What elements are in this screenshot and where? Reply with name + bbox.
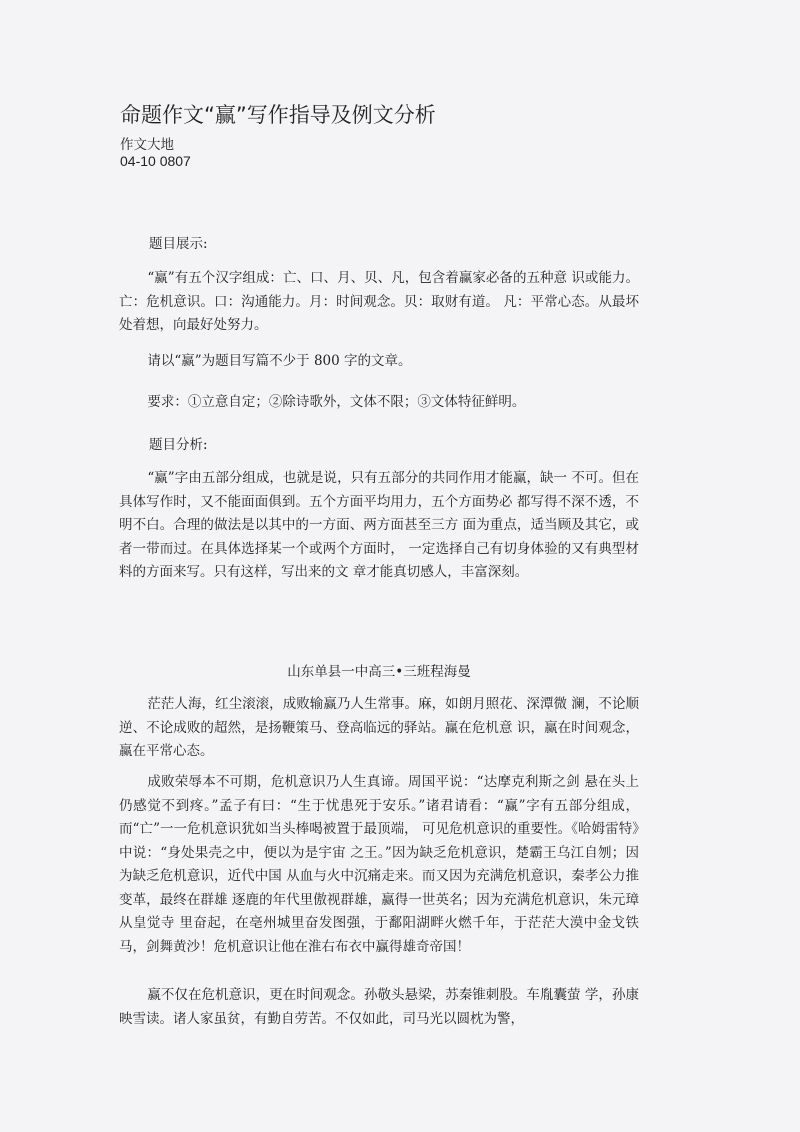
essay-author: 山东单县一中高三•三班程海曼 [287, 664, 471, 680]
prompt-rules: 要求：①立意自定；②除诗歌外，文体不限；③文体特征鲜明。 [147, 394, 526, 410]
article-title: 命题作文“赢”写作指导及例文分析 [120, 103, 436, 127]
essay-paragraph-3: 赢不仅在危机意识，更在时间观念。孙敬头悬梁，苏秦锥刺股。车胤囊萤 学，孙康映雪读。诸人家虽贫，有勤自劳苦。不仅如此，司马光以圆枕为警， [119, 987, 639, 1027]
prompt-paragraph: “赢”有五个汉字组成：亡、口、月、贝、凡，包含着赢家必备的五种意 识或能力。亡：危机意识。口：沟通能力。月：时间观念。贝：取财有道。 凡：平常心态。从最坏处着想，向最好处努力。 [119, 270, 639, 333]
analysis-heading: 题目分析: [149, 437, 208, 453]
essay-paragraph-2: 成败荣辱本不可期，危机意识乃人生真谛。周国平说：“达摩克利斯之剑 悬在头上仍感觉不到疼。”孟子有曰：“生于忧患死于安乐。”诸君请看：“赢”字有五部分组成，而“亡”一一危机意识犹如当头棒喝被置于最顶端， 可见危机意识的重要性。《哈姆雷特》中说：“身处果壳之中，便以为是宇宙 之王。”因为缺乏危机意识，楚霸王乌江自刎；因为缺乏危机意识，近代中国 从血与火中沉痛走来。而又因为充满危机意识，秦孝公力推变革，最终在群雄 逐鹿的年代里傲视群雄，赢得一世英名；因为充满危机意识，朱元璋从皇觉寺 里奋起，在亳州城里奋发图强，于鄱阳湖畔火燃千年，于茫茫大漠中金戈铁 马，剑舞黄沙！危机意识让他在淮右布衣中赢得雄奇帝国！ [119, 774, 639, 955]
prompt-requirement: 请以“赢”为题目写篇不少于 800 字的文章。 [147, 353, 412, 369]
prompt-heading: 题目展示: [149, 236, 208, 252]
article-date: 04-10 0807 [120, 153, 191, 169]
analysis-paragraph: “赢”字由五部分组成，也就是说，只有五部分的共同作用才能赢，缺一 不可。但在具体写作时，又不能面面俱到。五个方面平均用力，五个方面势必 都写得不深不透，不明不白。合理的做法是以其中的一方面、两方面甚至三方 面为重点，适当顾及其它，或者一带而过。在具体选择某一个或两个方面时， 一定选择自己有切身体验的又有典型材料的方面来写。只有这样，写出来的文 章才能真切感人，丰富深刻。 [119, 470, 639, 580]
essay-paragraph-1: 茫茫人海，红尘滚滚，成败输赢乃人生常事。麻，如朗月照花、深潭微 澜，不论顺逆、不论成败的超然，是扬鞭策马、登高临远的驿站。赢在危机意 识，赢在时间观念，赢在平常心态。 [119, 696, 639, 759]
article-source: 作文大地 [120, 137, 174, 152]
